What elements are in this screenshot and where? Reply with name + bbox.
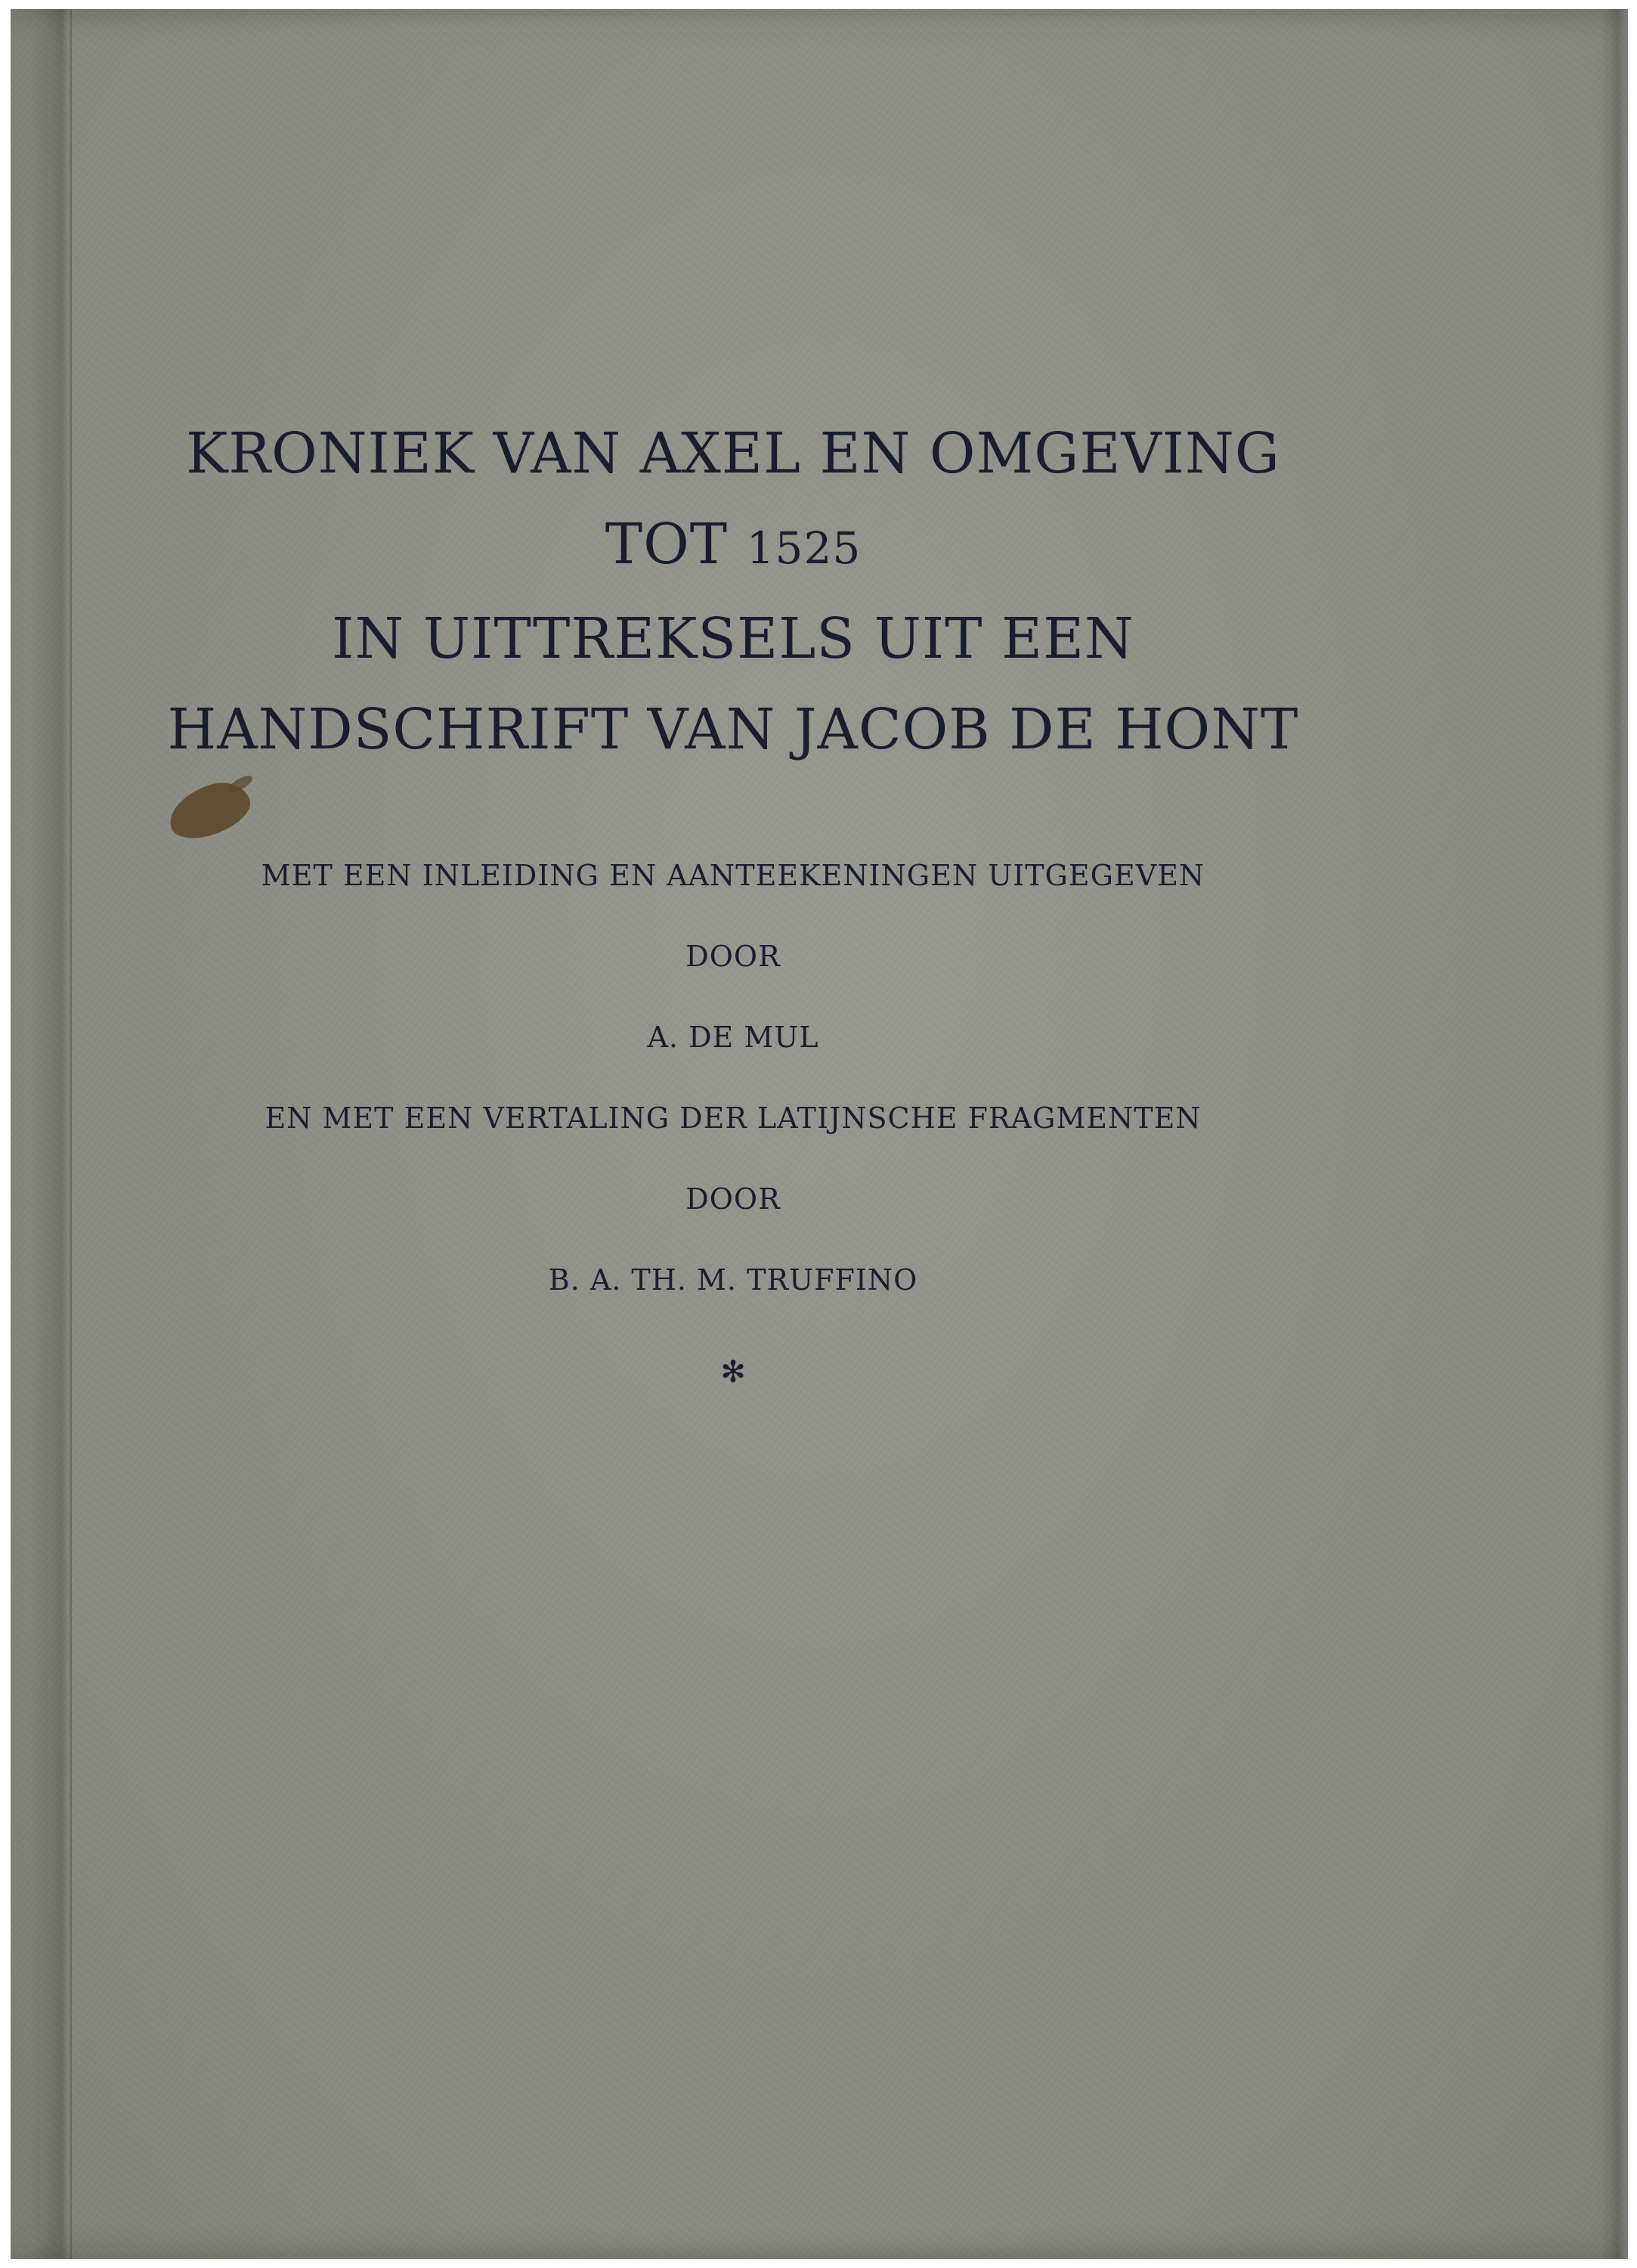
subtitle-door-2: DOOR <box>685 1182 781 1216</box>
spine-fold <box>70 9 72 2259</box>
title-block <box>106 408 1360 775</box>
subtitle-door-1: DOOR <box>685 940 781 973</box>
title-line-1: KRONIEK VAN AXEL EN OMGEVING <box>186 421 1280 486</box>
title-line-3: IN UITTREKSELS UIT EEN <box>332 606 1134 671</box>
title-line-4: HANDSCHRIFT VAN JACOB DE HONT <box>167 697 1299 762</box>
cover-right-edge <box>1602 9 1628 2259</box>
title-tot: TOT <box>605 512 729 577</box>
spine-edge <box>11 9 71 2259</box>
title-year: 1525 <box>746 522 862 574</box>
author-name: A. DE MUL <box>647 1021 819 1054</box>
asterisk-flower-icon: ✻ <box>720 1355 746 1390</box>
subtitle-introduction: MET EEN INLEIDING EN AANTEEKENINGEN UITGEGEVEN <box>261 859 1205 892</box>
title-line-2 <box>106 499 1360 593</box>
subtitle-block <box>106 835 1360 1321</box>
subtitle-translation: EN MET EEN VERTALING DER LATIJNSCHE FRAGMENTEN <box>265 1101 1202 1135</box>
translator-name: B. A. TH. M. TRUFFINO <box>548 1263 918 1297</box>
